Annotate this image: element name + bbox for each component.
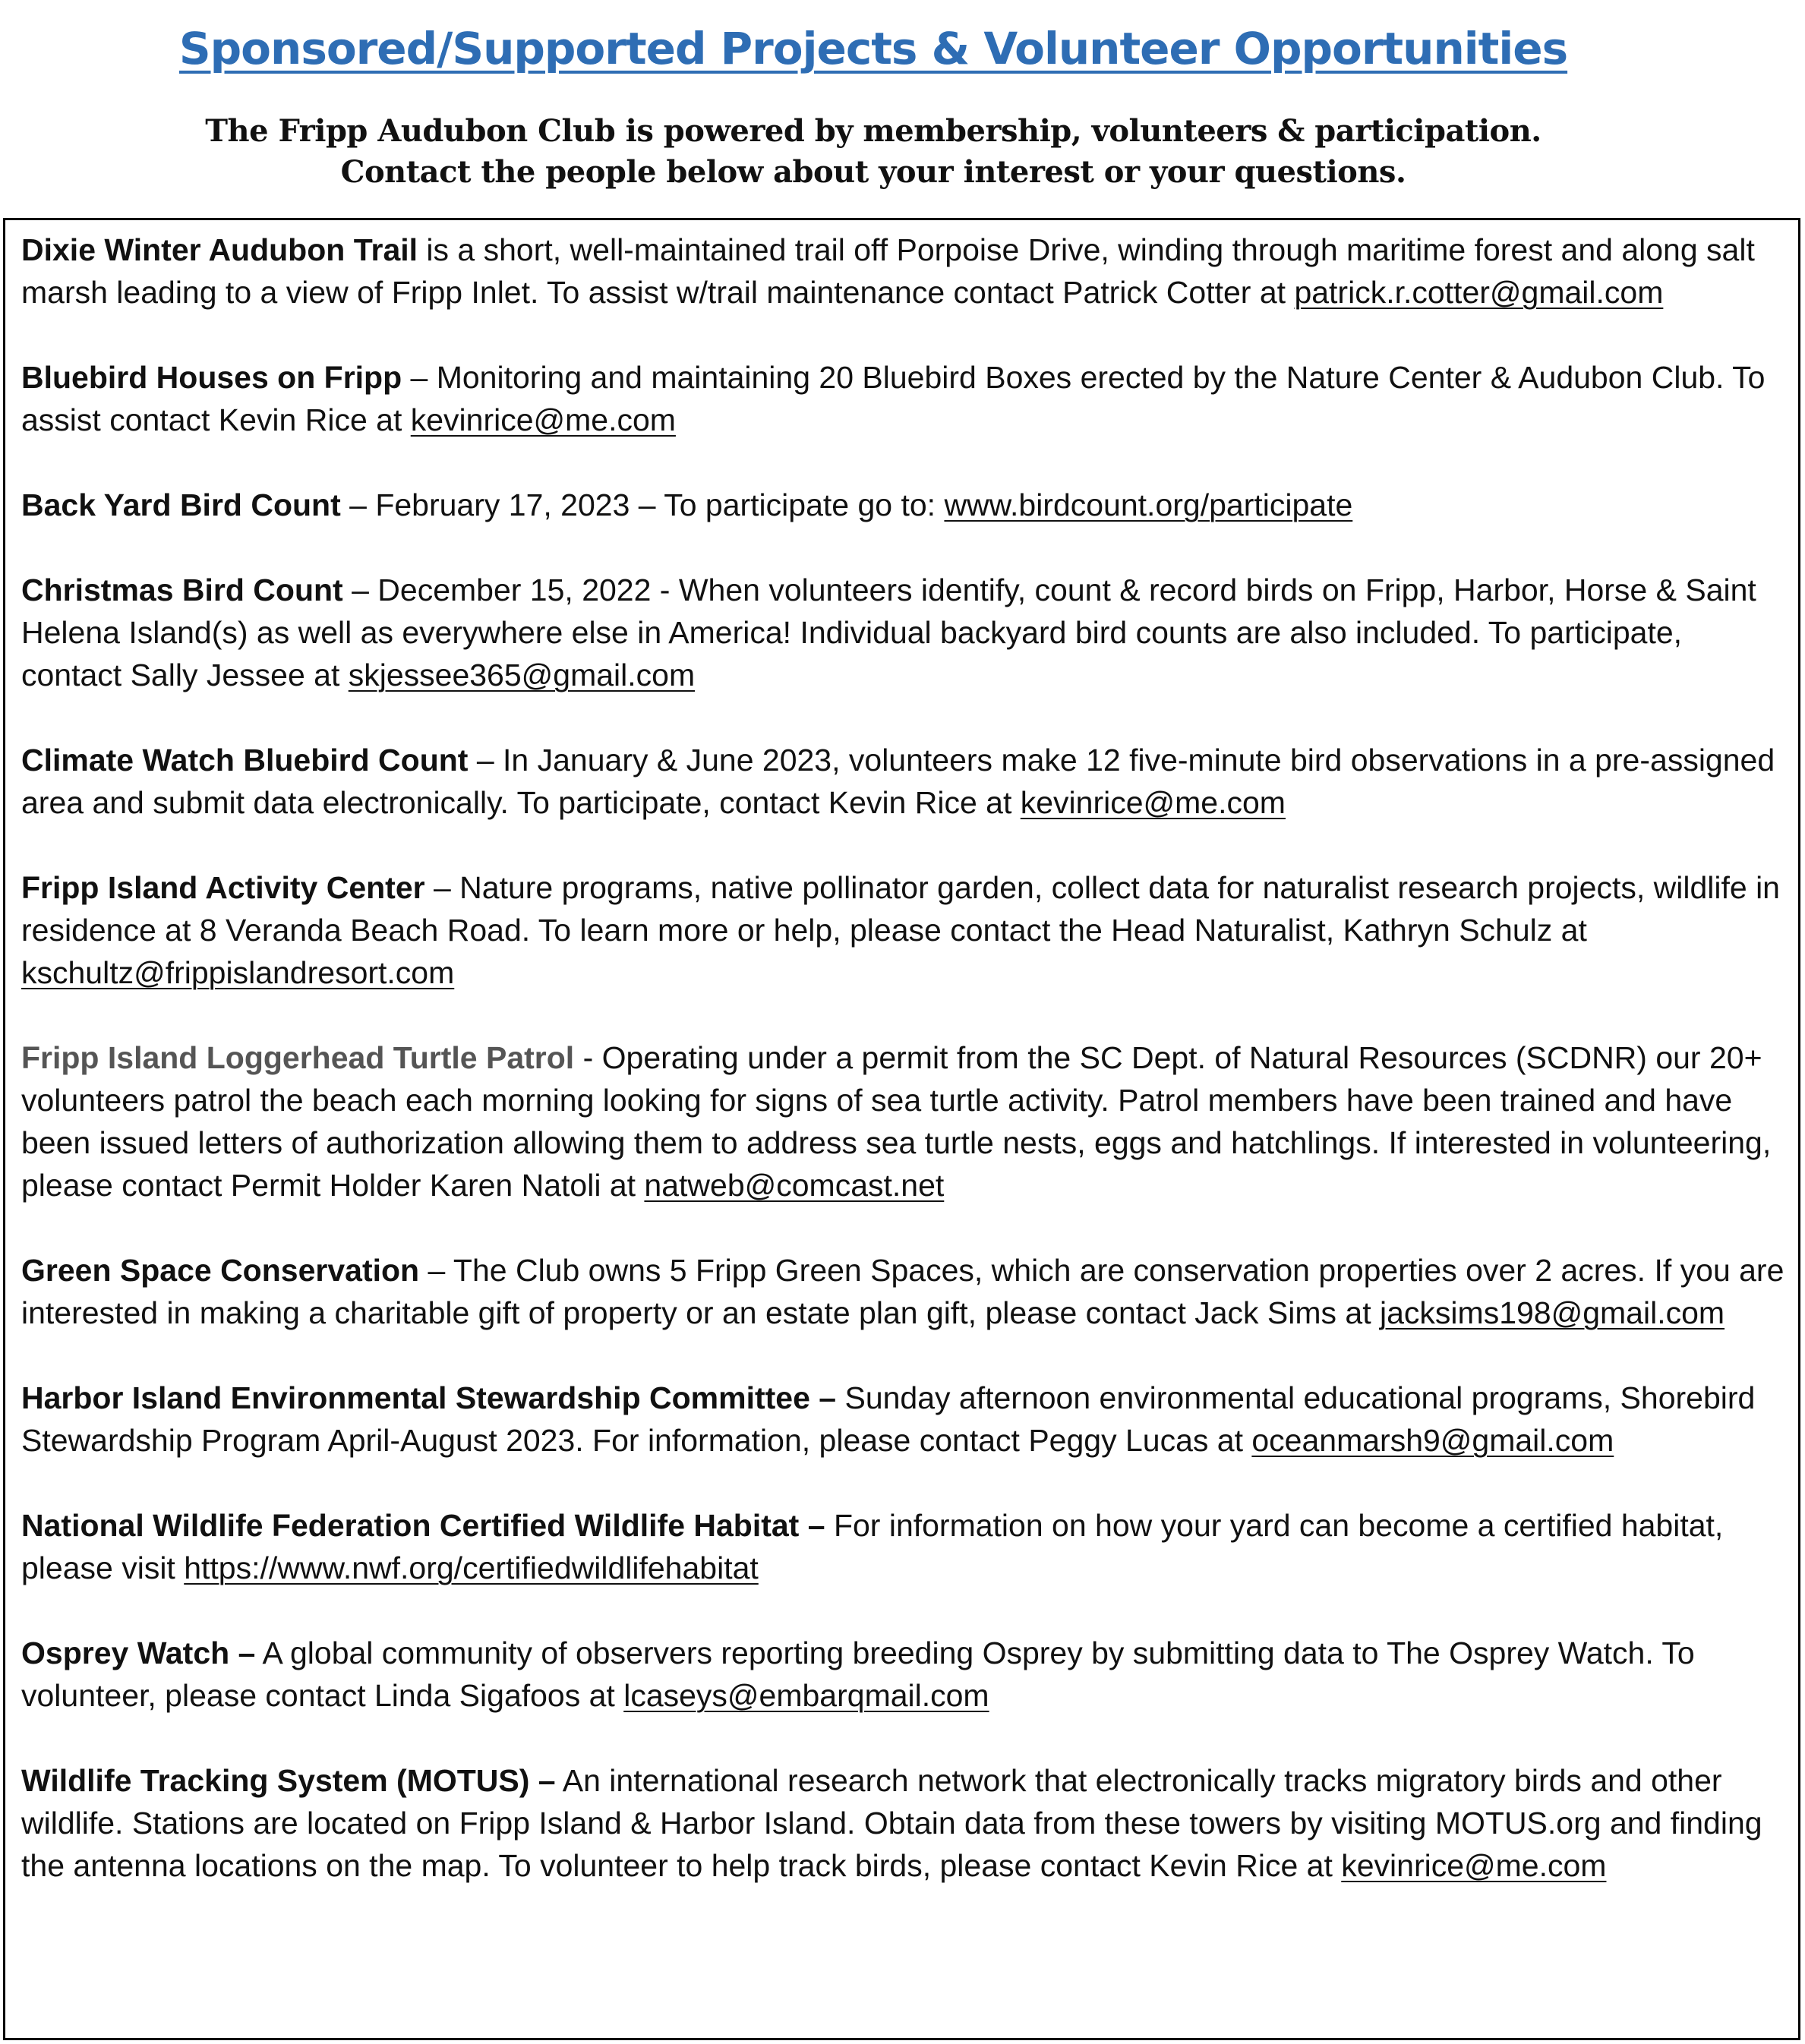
entry-nwf-habitat xyxy=(21,1504,1784,1589)
entry-green-space xyxy=(21,1249,1784,1334)
entry-activity-center xyxy=(21,866,1784,994)
subtitle-line-1: The Fripp Audubon Club is powered by membership, volunteers & participation. xyxy=(205,113,1542,149)
entry-climate-watch xyxy=(21,739,1784,824)
email-link[interactable]: jacksims198@gmail.com xyxy=(1380,1295,1725,1330)
entry-description: An international research network that electronically tracks migratory birds and other wildlife. Stations are located on Fripp Island & Harbor Island. Obtain data from these towers by visiting MOTUS.org and finding the antenna locations on the map. To volunteer to help track birds, please contact Kevin Rice at xyxy=(21,1763,1762,1883)
entry-title: Green Space Conservation xyxy=(21,1253,420,1288)
entry-title: Climate Watch Bluebird Count xyxy=(21,743,469,778)
entry-title: Harbor Island Environmental Stewardship Committee – xyxy=(21,1380,837,1415)
entry-bluebird-houses xyxy=(21,356,1784,441)
email-link[interactable]: kevinrice@me.com xyxy=(1341,1848,1607,1883)
entry-description: – December 15, 2022 - When volunteers identify, count & record birds on Fripp, Harbor, Horse & Saint Helena Island(s) as well as everywhere else in America! Individual backyard bird counts are also included. To participate, contact Sally Jessee at xyxy=(21,573,1756,692)
entry-title: Dixie Winter Audubon Trail xyxy=(21,232,418,267)
entry-back-yard-bird-count xyxy=(21,484,1784,526)
subtitle-line-2: Contact the people below about your interest or your questions. xyxy=(340,154,1406,190)
email-link[interactable]: patrick.r.cotter@gmail.com xyxy=(1294,275,1664,310)
email-link[interactable]: kevinrice@me.com xyxy=(1020,785,1286,820)
page-subtitle xyxy=(0,111,1747,193)
entry-motus xyxy=(21,1759,1784,1887)
entry-description: A global community of observers reporting breeding Osprey by submitting data to The Osprey Watch. To volunteer, please contact Linda Sigafoos at xyxy=(21,1636,1695,1713)
entry-description: – Monitoring and maintaining 20 Bluebird Boxes erected by the Nature Center & Audubon Club. To assist contact Kevin Rice at xyxy=(21,360,1766,437)
entry-title: National Wildlife Federation Certified Wildlife Habitat – xyxy=(21,1508,825,1543)
web-link[interactable]: https://www.nwf.org/certifiedwildlifehabitat xyxy=(184,1550,759,1585)
entry-description: Sunday afternoon environmental educational programs, Shorebird Stewardship Program April-August 2023. For information, please contact Peggy Lucas at xyxy=(21,1380,1756,1458)
email-link[interactable]: oceanmarsh9@gmail.com xyxy=(1251,1423,1614,1458)
entry-description: – The Club owns 5 Fripp Green Spaces, which are conservation properties over 2 acres. If you are interested in making a charitable gift of property or an estate plan gift, please contact Jack Sims at xyxy=(21,1253,1784,1330)
entry-title: Osprey Watch – xyxy=(21,1636,256,1670)
entry-title: Fripp Island Loggerhead Turtle Patrol xyxy=(21,1040,575,1075)
email-link[interactable]: kschultz@frippislandresort.com xyxy=(21,955,455,990)
entry-title: Wildlife Tracking System (MOTUS) – xyxy=(21,1763,556,1798)
email-link[interactable]: skjessee365@gmail.com xyxy=(348,658,696,692)
entry-harbor-island-committee xyxy=(21,1377,1784,1462)
entry-description: - Operating under a permit from the SC Dept. of Natural Resources (SCDNR) our 20+ volunteers patrol the beach each morning looking for signs of sea turtle activity. Patrol members have been trained and have been issued letters of authorization allowing them to address sea turtle nests, eggs and hatchlings. If interested in volunteering, please contact Permit Holder Karen Natoli at xyxy=(21,1040,1772,1203)
email-link[interactable]: natweb@comcast.net xyxy=(644,1168,945,1203)
entry-title: Fripp Island Activity Center xyxy=(21,870,425,905)
web-link[interactable]: www.birdcount.org/participate xyxy=(944,487,1353,522)
entry-description: – February 17, 2023 – To participate go to: xyxy=(340,487,945,522)
entry-osprey-watch xyxy=(21,1632,1784,1717)
email-link[interactable]: kevinrice@me.com xyxy=(410,402,676,437)
opportunities-box xyxy=(3,218,1800,2040)
entry-dixie-winter-trail xyxy=(21,229,1784,314)
email-link[interactable]: lcaseys@embarqmail.com xyxy=(623,1678,989,1713)
entry-title: Back Yard Bird Count xyxy=(21,487,341,522)
entry-title: Bluebird Houses on Fripp xyxy=(21,360,402,395)
entry-christmas-bird-count xyxy=(21,569,1784,696)
entry-title: Christmas Bird Count xyxy=(21,573,343,607)
entry-description: For information on how your yard can become a certified habitat, please visit xyxy=(21,1508,1724,1585)
entry-turtle-patrol xyxy=(21,1036,1784,1207)
entry-description: – In January & June 2023, volunteers make 12 five-minute bird observations in a pre-assigned area and submit data electronically. To participate, contact Kevin Rice at xyxy=(21,743,1775,820)
page-title: Sponsored/Supported Projects & Volunteer Opportunities xyxy=(178,23,1568,74)
entry-description: – Nature programs, native pollinator garden, collect data for naturalist research projects, wildlife in residence at 8 Veranda Beach Road. To learn more or help, please contact the Head Naturalist, Kathryn Schulz at xyxy=(21,870,1780,948)
entry-description: is a short, well-maintained trail off Porpoise Drive, winding through maritime forest and along salt marsh leading to a view of Fripp Inlet. To assist w/trail maintenance contact Patrick Cotter at xyxy=(21,232,1755,310)
